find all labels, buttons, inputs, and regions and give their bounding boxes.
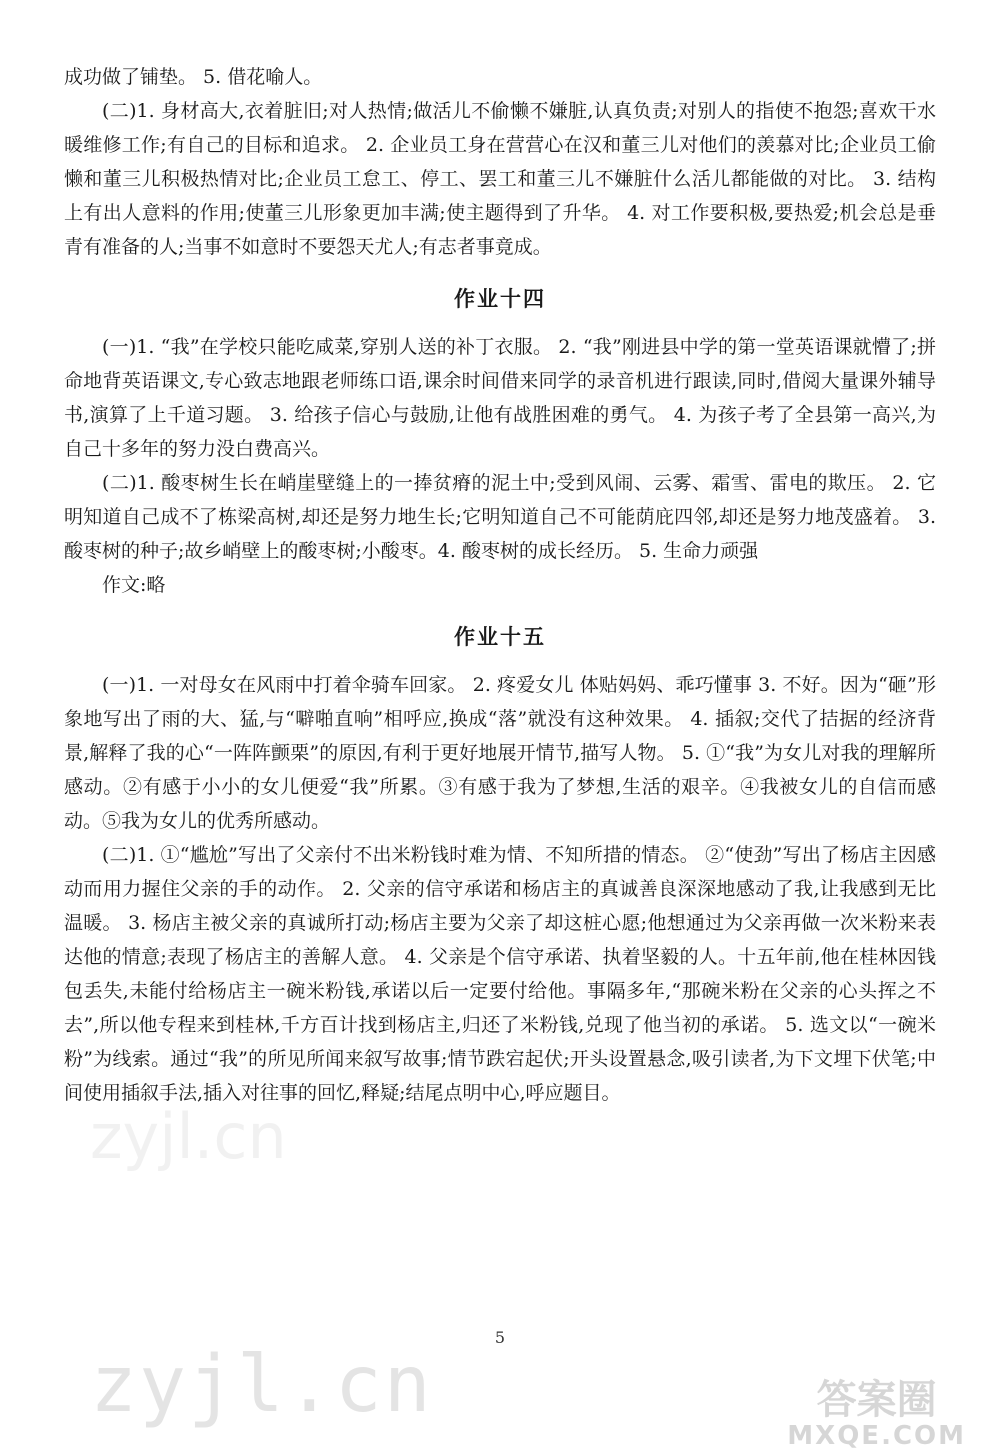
page-number: 5 [494, 1328, 506, 1347]
answer-paragraph: (一)1. “我”在学校只能吃咸菜,穿别人送的补丁衣服。 2. “我”刚进县中学的第一堂英语课就懵了;拼命地背英语课文,专心致志地跟老师练口语,课余时间借来同学的录音机进行跟读,同时,借阅大量课外辅导书,演算了上千道习题。 3. 给孩子信心与鼓励,让他有战胜困难的勇气。 4. 为孩子考了全县第一高兴,为自己十多年的努力没白费高兴。 [64, 336, 936, 460]
answer-paragraph: (一)1. 一对母女在风雨中打着伞骑车回家。 2. 疼爱女儿 体贴妈妈、乖巧懂事 3. 不好。因为“砸”形象地写出了雨的大、猛,与“噼啪直响”相呼应,换成“落”就没有这种效果。 4. 插叙;交代了拮据的经济背景,解释了我的心“一阵阵颤栗”的原因,有利于更好地展开情节,描写人物。 5. ①“我”为女儿对我的理解所感动。②有感于小小的女儿便爱“我”所累。③有感于我为了梦想,生活的艰辛。④我被女儿的自信而感动。⑤我为女儿的优秀所感动。 [64, 674, 936, 832]
section-heading: 作业十五 [454, 624, 546, 649]
document-page [64, 60, 936, 1110]
watermark-logo-left: zyjl.cn [90, 1340, 433, 1430]
watermark-logo-right [787, 1378, 966, 1450]
answer-paragraph: 成功做了铺垫。 5. 借花喻人。 [64, 66, 323, 88]
watermark-logo-right-top: 答案圈 [816, 1377, 937, 1423]
answer-paragraph: (二)1. 酸枣树生长在峭崖壁缝上的一捧贫瘠的泥土中;受到风闹、云雾、霜雪、雷电的欺压。 2. 它明知道自己成不了栋梁高树,却还是努力地生长;它明知道自己不可能荫庇四邻,却还是努力地茂盛着。 3. 酸枣树的种子;故乡峭壁上的酸枣树;小酸枣。4. 酸枣树的成长经历。 5. 生命力顽强 [64, 472, 936, 562]
watermark-logo-right-bottom: MXQE.COM [787, 1421, 966, 1451]
answer-paragraph: 作文:略 [102, 574, 166, 596]
section-heading: 作业十四 [454, 286, 546, 311]
answer-paragraph: (二)1. 身材高大,衣着脏旧;对人热情;做活儿不偷懒不嫌脏,认真负责;对别人的指使不抱怨;喜欢干水暖维修工作;有自己的目标和追求。 2. 企业员工身在营营心在汉和董三儿对他们的羡慕对比;企业员工偷懒和董三儿积极热情对比;企业员工怠工、停工、罢工和董三儿不嫌脏什么活儿都能做的对比。 3. 结构上有出人意料的作用;使董三儿形象更加丰满;使主题得到了升华。 4. 对工作要积极,要热爱;机会总是垂青有准备的人;当事不如意时不要怨天尤人;有志者事竟成。 [64, 100, 936, 258]
watermark-middle: zyjl.cn [90, 1100, 287, 1173]
answer-paragraph: (二)1. ①“尴尬”写出了父亲付不出米粉钱时难为情、不知所措的情态。 ②“使劲”写出了杨店主因感动而用力握住父亲的手的动作。 2. 父亲的信守承诺和杨店主的真诚善良深深地感动了我,让我感到无比温暖。 3. 杨店主被父亲的真诚所打动;杨店主要为父亲了却这桩心愿;他想通过为父亲再做一次米粉来表达他的情意;表现了杨店主的善解人意。 4. 父亲是个信守承诺、执着坚毅的人。十五年前,他在桂林因钱包丢失,未能付给杨店主一碗米粉钱,承诺以后一定要付给他。事隔多年,“那碗米粉在父亲的心头挥之不去”,所以他专程来到桂林,千方百计找到杨店主,归还了米粉钱,兑现了他当初的承诺。 5. 选文以“一碗米粉”为线索。通过“我”的所见所闻来叙写故事;情节跌宕起伏;开头设置悬念,吸引读者,为下文埋下伏笔;中间使用插叙手法,插入对往事的回忆,释疑;结尾点明中心,呼应题目。 [64, 844, 936, 1104]
